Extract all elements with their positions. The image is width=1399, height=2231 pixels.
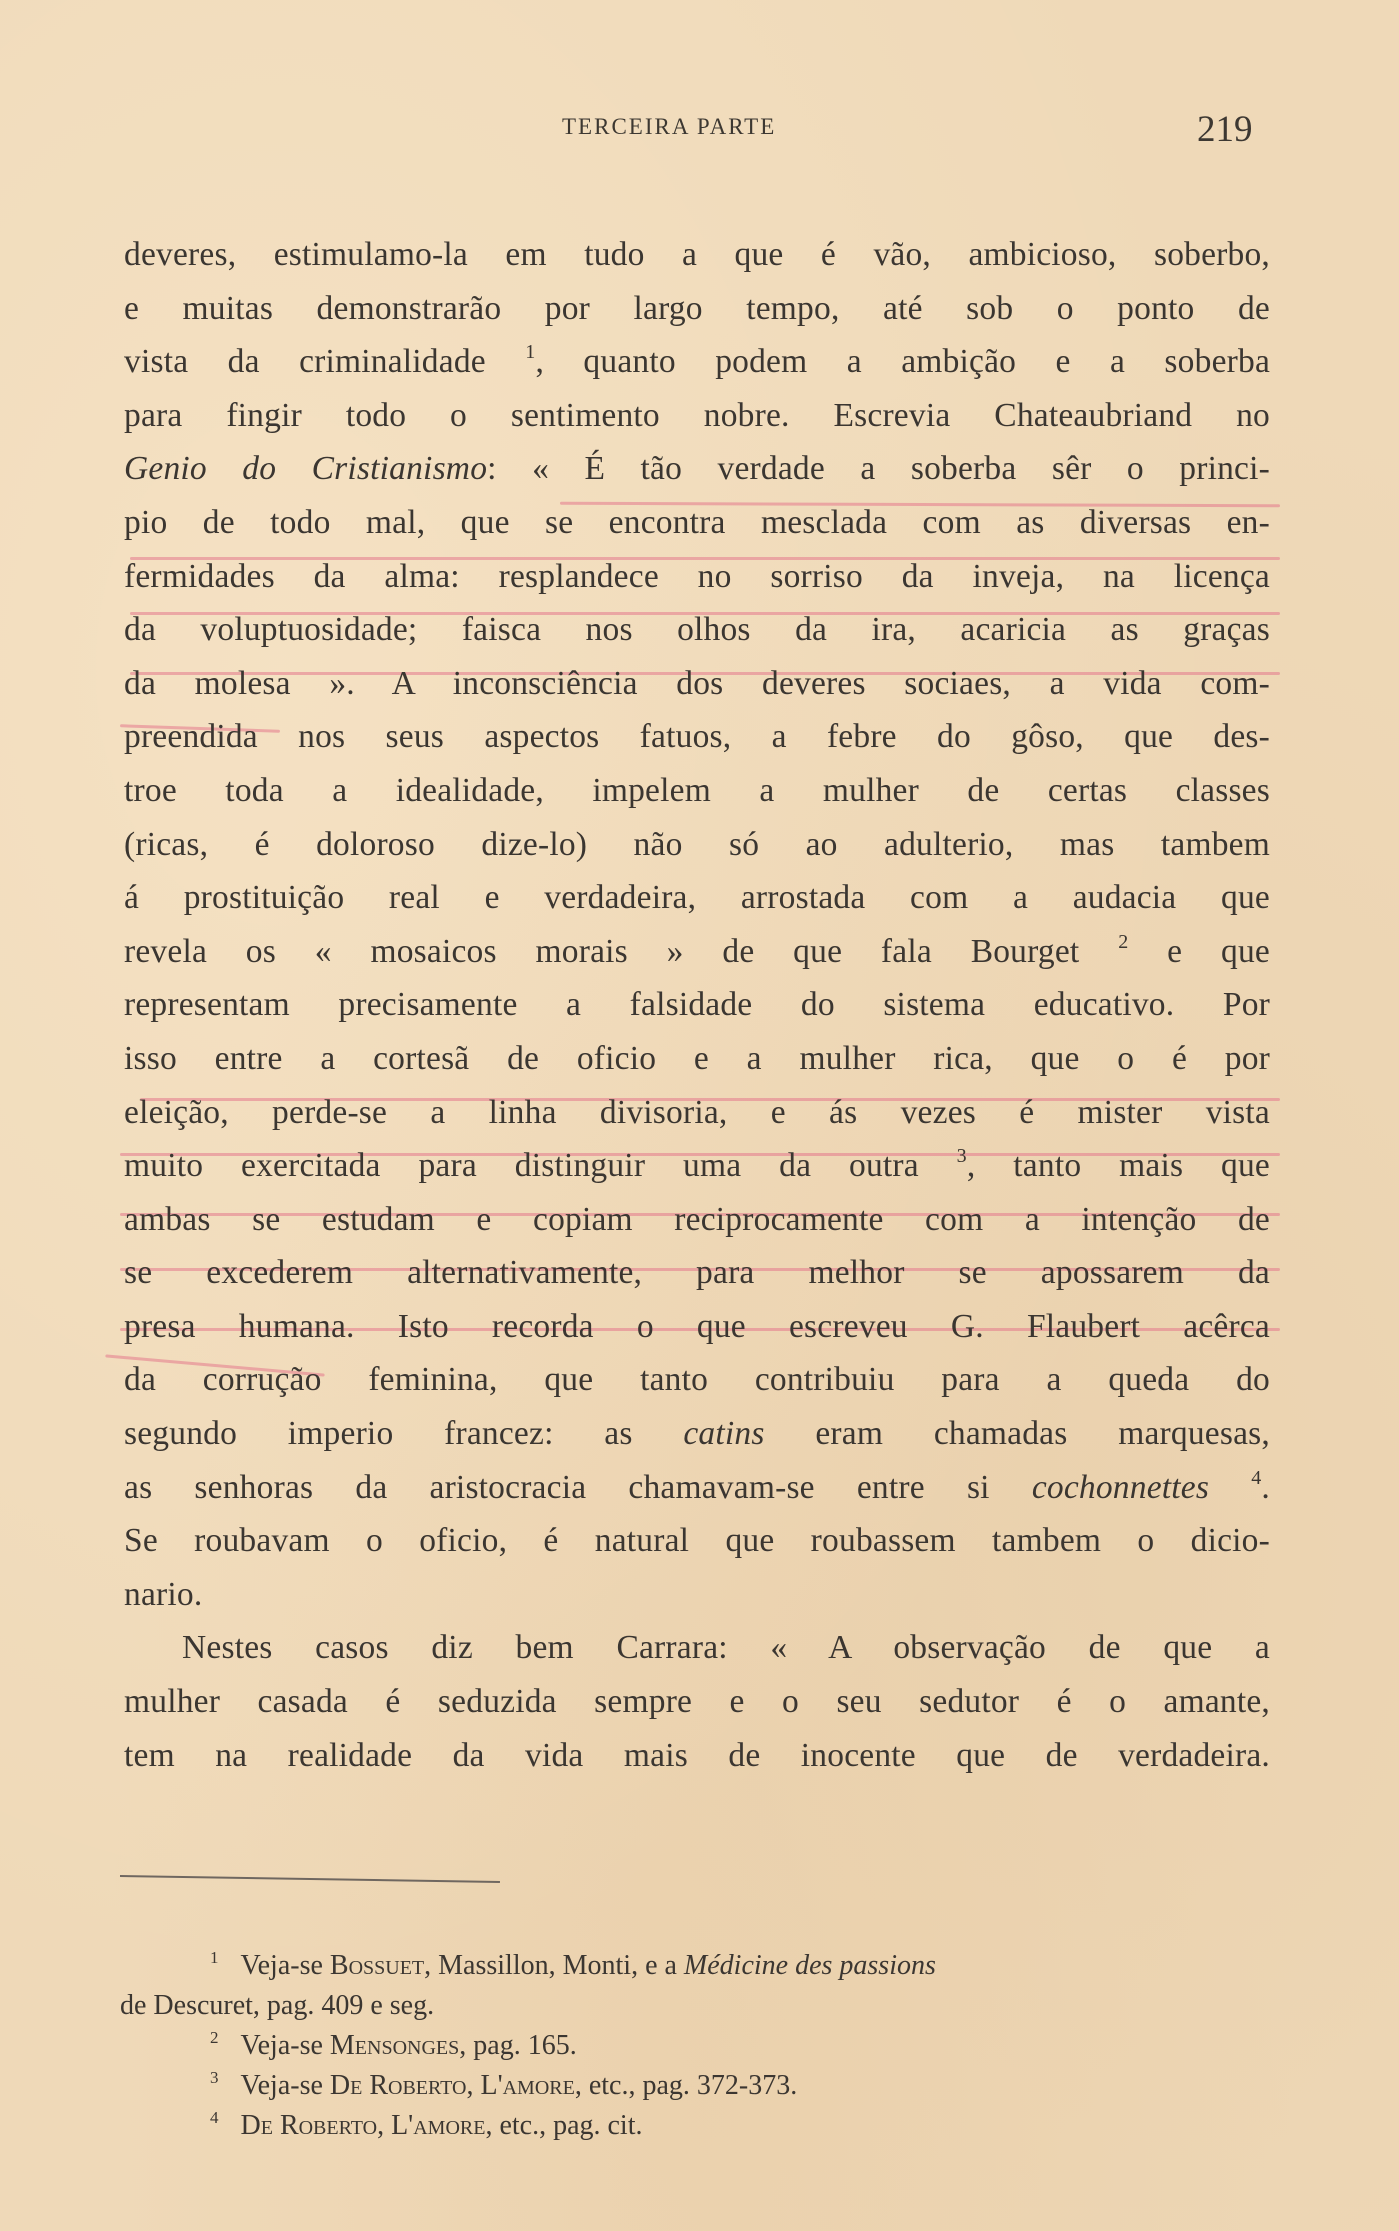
text-line: (ricas, é doloroso dize-lo) não só ao adulterio, mas tambem — [124, 825, 1270, 863]
text-line: nario. — [124, 1575, 203, 1613]
footnote-work: L'amore — [391, 2110, 486, 2141]
text-line: da corrução feminina, que tanto contribuiu para a queda do — [124, 1361, 1270, 1399]
text-fragment: as senhoras da aristocracia chamavam-se entre si — [124, 1468, 1032, 1506]
text-line: e muitas demonstrarão por largo tempo, até sob o ponto de — [124, 289, 1270, 327]
text-line: presa humana. Isto recorda o que escreveu G. Flaubert acêrca — [124, 1307, 1270, 1345]
book-title-italic: Genio do Cristianismo — [124, 450, 488, 488]
footnote-text: Veja-se — [240, 2030, 330, 2061]
footnote-work: L'amore — [480, 2070, 575, 2101]
footnote-text: , — [466, 2070, 481, 2101]
text-line: troe toda a idealidade, impelem a mulher de certas classes — [124, 771, 1270, 809]
footnote-number: 4 — [210, 2108, 219, 2127]
footnote-number: 3 — [210, 2068, 219, 2087]
running-head — [0, 108, 1399, 148]
footnote-ref-3[interactable]: 3 — [956, 1145, 967, 1168]
text-line: deveres, estimulamo-la em tudo a que é vão, ambicioso, soberbo, — [124, 236, 1270, 273]
text-line: da molesa ». A inconsciência dos deveres sociaes, a vida com- — [124, 664, 1270, 702]
text-line — [124, 925, 1270, 979]
text-fragment: vista da criminalidade — [124, 343, 486, 381]
text-fragment: : « É tão verdade a soberba sêr o princi- — [487, 450, 1270, 488]
footnote-author: Mensonges — [329, 2030, 460, 2061]
page-number: 219 — [1197, 109, 1253, 150]
footnote-text: , etc., pag. 372-373. — [574, 2070, 798, 2101]
text-line: representam precisamente a falsidade do sistema educativo. Por — [124, 986, 1270, 1024]
text-line: Se roubavam o oficio, é natural que roubassem tambem o dicio- — [124, 1522, 1270, 1560]
footnote-text: Veja-se — [240, 2070, 330, 2101]
text-fragment: , quanto podem a ambição e a soberba — [535, 343, 1271, 381]
footnote-3 — [120, 2066, 1260, 2106]
footnote-number: 2 — [210, 2028, 219, 2047]
footnote-1-continuation: de Descuret, pag. 409 e seg. — [120, 1990, 435, 2021]
footnote-title: Médicine des passions — [683, 1950, 936, 1981]
footnote-ref-1[interactable]: 1 — [525, 341, 536, 364]
footnote-author: De Roberto — [240, 2110, 378, 2141]
footnote-ref-2[interactable]: 2 — [1118, 930, 1129, 953]
footnote-text: , Massillon, Monti, e a — [424, 1950, 684, 1981]
footnote-1 — [120, 1946, 1260, 1986]
text-line — [124, 1139, 1270, 1193]
text-line: ambas se estudam e copiam reciprocamente com a intenção de — [124, 1200, 1270, 1238]
text-line: á prostituição real e verdadeira, arrostada com a audacia que — [124, 879, 1270, 917]
text-line — [124, 1461, 1270, 1515]
text-line: para fingir todo o sentimento nobre. Escrevia Chateaubriand no — [124, 396, 1270, 434]
running-title: TERCEIRA PARTE — [562, 114, 777, 139]
footnote-text: , pag. 165. — [459, 2030, 577, 2061]
footnote-author: De Roberto — [329, 2070, 467, 2101]
text-fragment: muito exercitada para distinguir uma da outra — [124, 1147, 919, 1185]
text-line: pio de todo mal, que se encontra mesclada com as diversas en- — [124, 503, 1270, 541]
italic-term: catins — [683, 1415, 765, 1453]
text-fragment: . — [1261, 1468, 1270, 1506]
text-line: isso entre a cortesã de oficio e a mulher rica, que o é por — [124, 1039, 1270, 1077]
text-line: fermidades da alma: resplandece no sorriso da inveja, na licença — [124, 557, 1270, 595]
italic-term: cochonnettes — [1031, 1468, 1210, 1506]
footnote-text: , — [377, 2110, 392, 2141]
body-text — [124, 228, 1270, 1782]
text-line: se excederem alternativamente, para melhor se apossarem da — [124, 1254, 1270, 1292]
footnote-number: 1 — [210, 1948, 219, 1967]
text-line: preendida nos seus aspectos fatuos, a febre do gôso, que des- — [124, 718, 1270, 756]
text-line: eleição, perde-se a linha divisoria, e ás vezes é mister vista — [124, 1093, 1270, 1131]
text-fragment: e que — [1128, 932, 1270, 970]
text-line: da voluptuosidade; faisca nos olhos da ira, acaricia as graças — [124, 611, 1270, 649]
footnote-separator — [120, 1875, 500, 1883]
footnote-ref-4[interactable]: 4 — [1251, 1466, 1262, 1489]
text-line — [124, 335, 1270, 389]
footnote-text: Veja-se — [240, 1950, 330, 1981]
text-line — [124, 442, 1270, 496]
text-fragment: revela os « mosaicos morais » de que fala Bourget — [124, 932, 1080, 970]
footnote-author: Bossuet — [329, 1950, 425, 1981]
text-line: tem na realidade da vida mais de inocente que de verdadeira. — [124, 1736, 1270, 1774]
text-line — [124, 1407, 1270, 1461]
text-fragment: segundo imperio francez: as — [124, 1415, 684, 1453]
text-fragment: eram chamadas marquesas, — [764, 1415, 1270, 1453]
footnote-4 — [120, 2106, 1260, 2146]
text-line: Nestes casos diz bem Carrara: « A observação de que a — [182, 1629, 1270, 1667]
text-line: mulher casada é seduzida sempre e o seu sedutor é o amante, — [124, 1683, 1270, 1721]
footnote-2 — [120, 2026, 1260, 2066]
footnote-text: , etc., pag. cit. — [485, 2110, 643, 2141]
footnotes — [120, 1946, 1260, 2146]
text-fragment: , tanto mais que — [966, 1147, 1270, 1185]
